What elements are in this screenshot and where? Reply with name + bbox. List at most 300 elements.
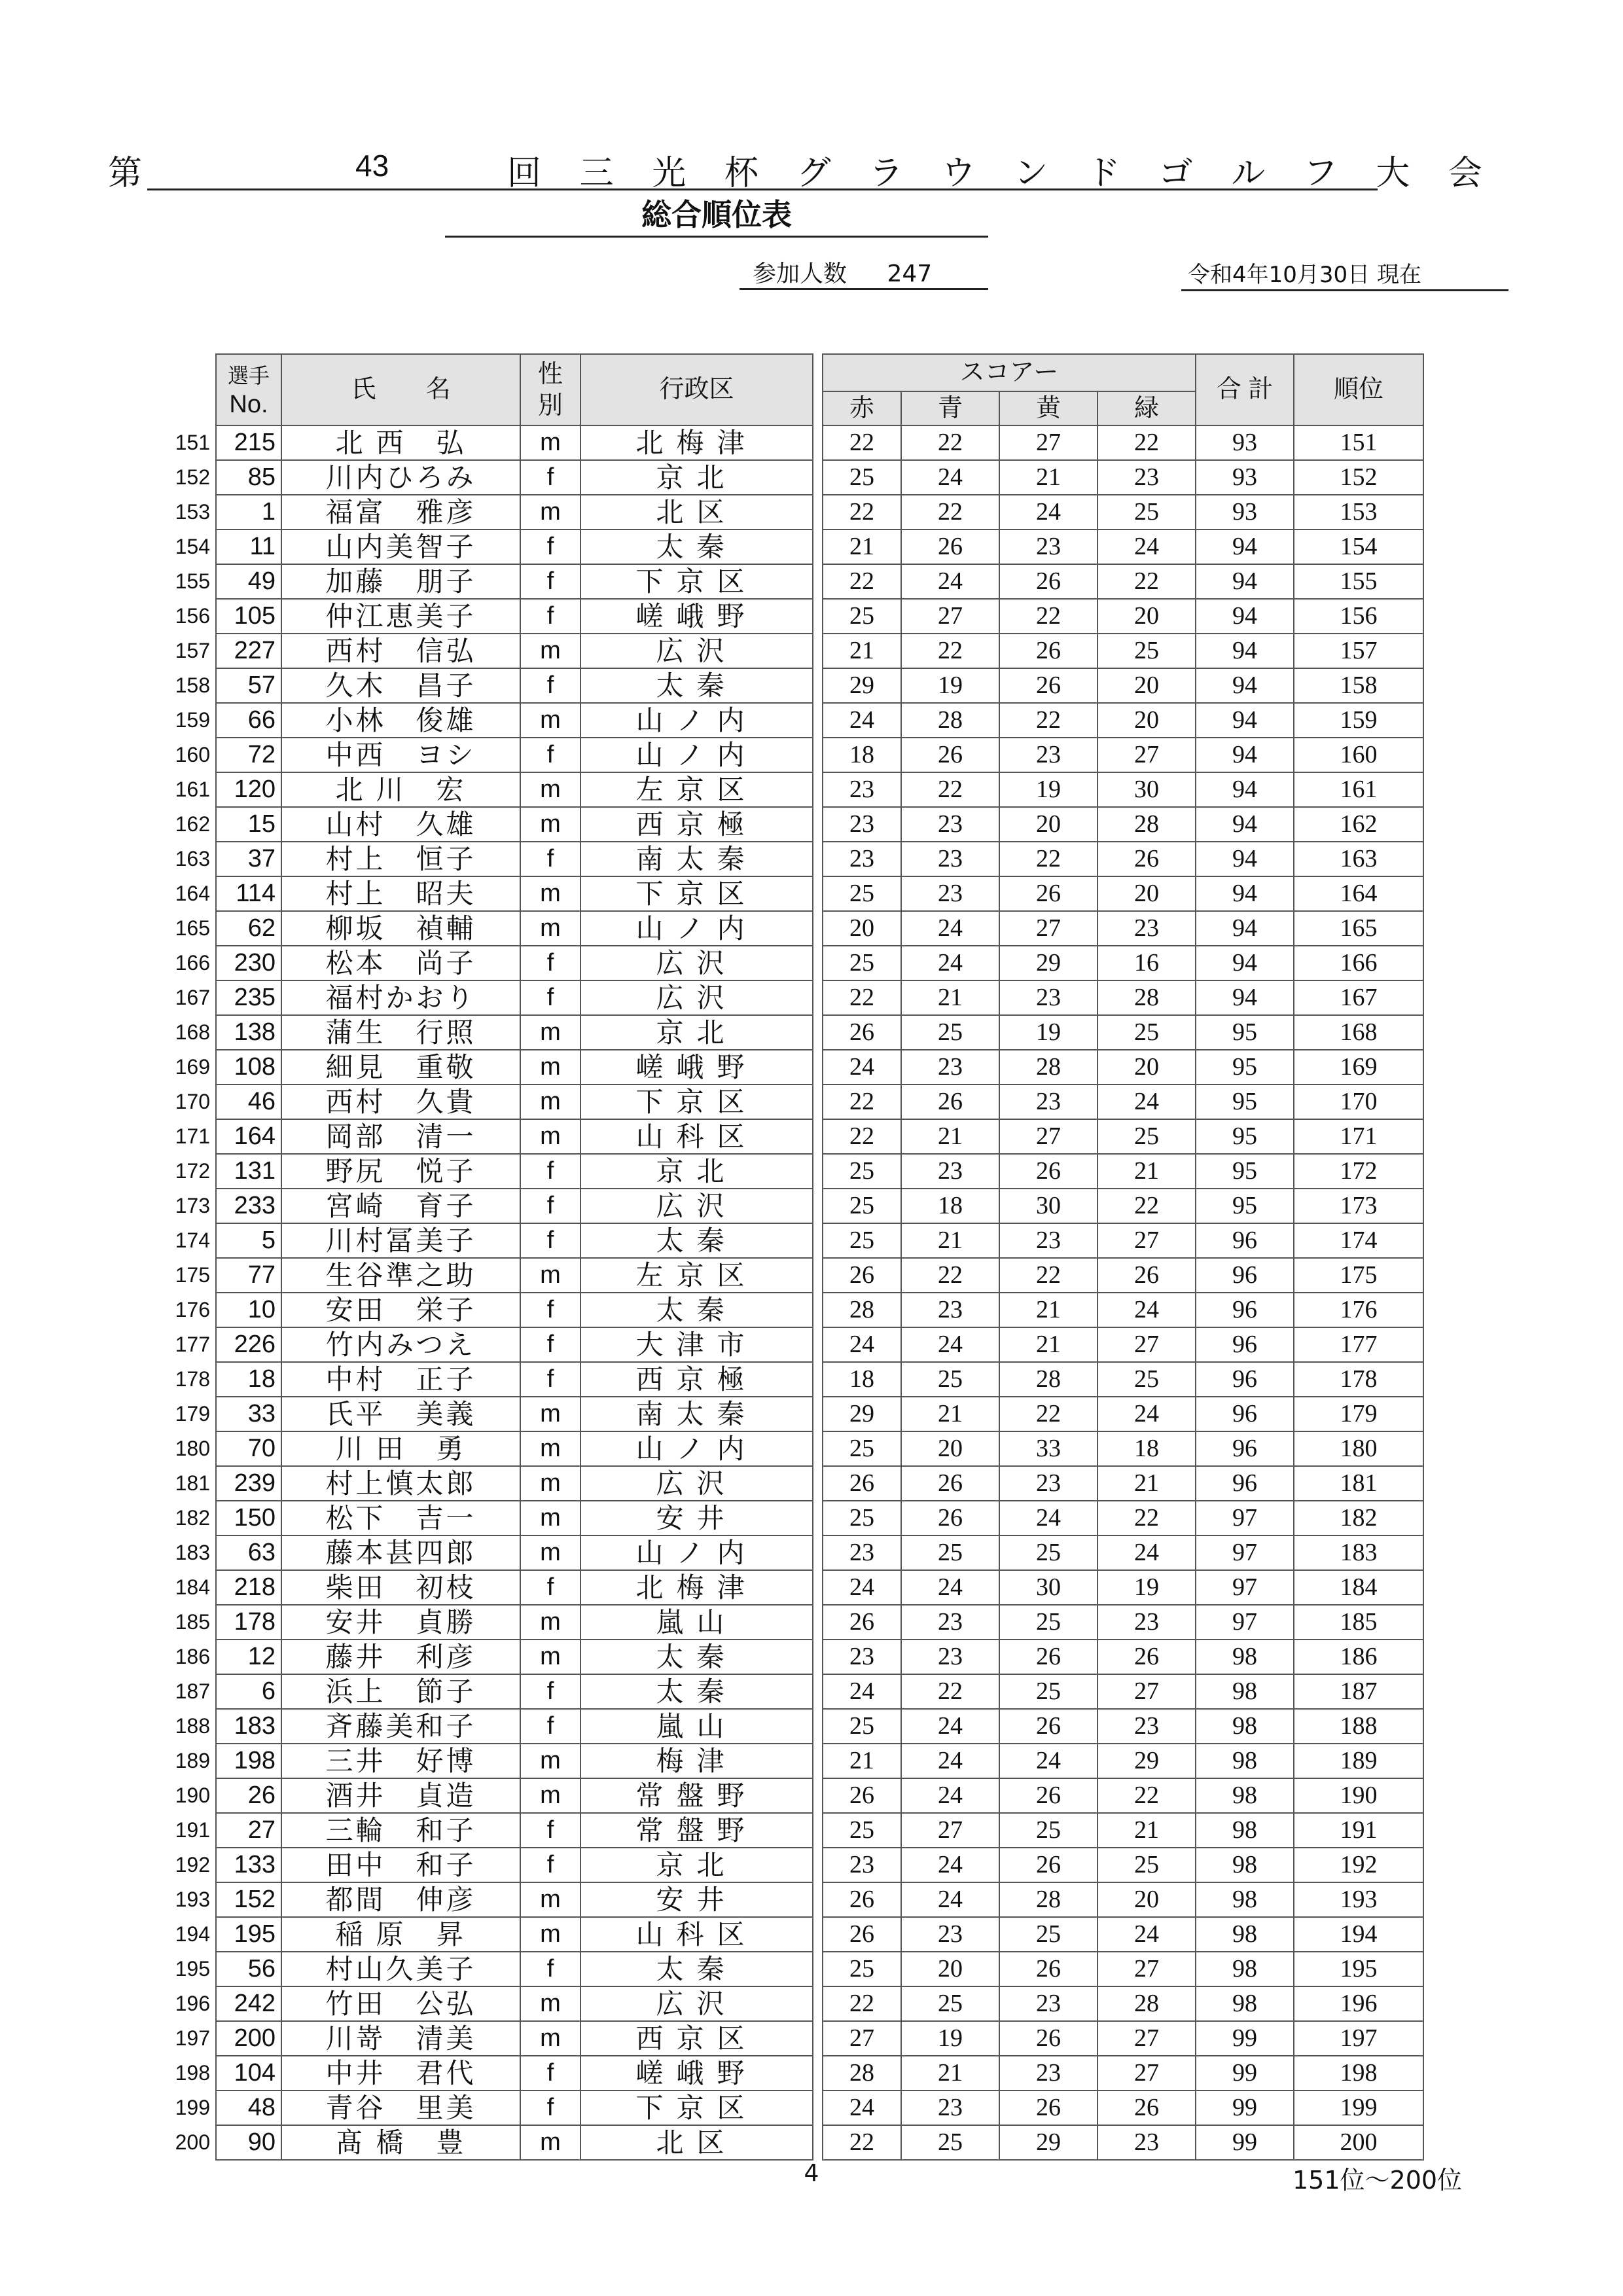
score-yellow: 25	[999, 1917, 1097, 1952]
row-index: 186	[175, 1645, 210, 1668]
player-ward: 左京区	[580, 1258, 813, 1293]
player-no: 63	[216, 1535, 281, 1570]
row-index: 179	[175, 1402, 210, 1426]
event-title	[108, 145, 1482, 193]
player-ward: 嵯峨野	[580, 599, 813, 634]
page-number: 4	[804, 2160, 819, 2187]
row-index: 166	[175, 951, 210, 975]
player-sex: m	[520, 1431, 580, 1466]
final-rank: 162	[1294, 807, 1423, 842]
player-sex: m	[520, 1778, 580, 1813]
table-row	[167, 1362, 1423, 1397]
player-ward: 大津市	[580, 1327, 813, 1362]
sex-top: 性	[537, 360, 563, 388]
final-rank: 188	[1294, 1709, 1423, 1744]
score-yellow: 21	[999, 1327, 1097, 1362]
score-red: 21	[823, 529, 901, 564]
score-green: 26	[1097, 842, 1196, 876]
final-rank: 176	[1294, 1293, 1423, 1327]
gap	[813, 425, 823, 460]
score-total: 99	[1196, 2125, 1294, 2160]
score-green: 22	[1097, 1501, 1196, 1535]
player-name: 髙 橋 豊	[281, 2125, 520, 2160]
row-index: 182	[175, 1506, 210, 1530]
date-underline	[1181, 289, 1508, 291]
score-red: 29	[823, 668, 901, 703]
score-total: 98	[1196, 1813, 1294, 1848]
player-no: 198	[216, 1744, 281, 1778]
final-rank: 174	[1294, 1223, 1423, 1258]
table-row	[167, 1189, 1423, 1223]
score-blue: 24	[901, 1778, 999, 1813]
participants-label: 参加人数	[753, 260, 847, 287]
table-row	[167, 1709, 1423, 1744]
final-rank: 189	[1294, 1744, 1423, 1778]
row-index: 191	[175, 1818, 210, 1842]
score-total: 96	[1196, 1431, 1294, 1466]
score-total: 96	[1196, 1397, 1294, 1431]
player-name: 川村冨美子	[281, 1223, 520, 1258]
player-sex: m	[520, 1397, 580, 1431]
score-green: 23	[1097, 911, 1196, 946]
player-name: 久木 昌子	[281, 668, 520, 703]
score-total: 93	[1196, 425, 1294, 460]
player-ward: 北梅津	[580, 425, 813, 460]
score-green: 21	[1097, 1154, 1196, 1189]
score-total: 98	[1196, 1952, 1294, 1986]
event-name-char: 杯	[724, 154, 758, 193]
score-red: 21	[823, 1744, 901, 1778]
player-ward: 太秦	[580, 1640, 813, 1674]
score-yellow: 26	[999, 1640, 1097, 1674]
player-sex: f	[520, 529, 580, 564]
final-rank: 194	[1294, 1917, 1423, 1952]
row-index: 194	[175, 1922, 210, 1946]
player-name: 山内美智子	[281, 529, 520, 564]
score-green: 20	[1097, 599, 1196, 634]
sex-bottom: 別	[537, 391, 563, 420]
score-yellow: 26	[999, 876, 1097, 911]
event-name-char: 三	[579, 154, 614, 193]
table-row	[167, 1397, 1423, 1431]
player-sex: m	[520, 876, 580, 911]
player-no: 104	[216, 2056, 281, 2090]
player-no: 33	[216, 1397, 281, 1431]
score-red: 23	[823, 1640, 901, 1674]
score-blue: 25	[901, 1015, 999, 1050]
player-ward: 安井	[580, 1501, 813, 1535]
table-row	[167, 1154, 1423, 1189]
score-red: 23	[823, 772, 901, 807]
gap	[813, 1154, 823, 1189]
player-sex: f	[520, 2056, 580, 2090]
final-rank: 196	[1294, 1986, 1423, 2021]
score-blue: 23	[901, 807, 999, 842]
final-rank: 165	[1294, 911, 1423, 946]
score-red: 25	[823, 1501, 901, 1535]
player-no: 49	[216, 564, 281, 599]
table-row	[167, 1085, 1423, 1119]
final-rank: 193	[1294, 1882, 1423, 1917]
player-ward: 嵯峨野	[580, 1050, 813, 1085]
gap	[813, 1431, 823, 1466]
final-rank: 170	[1294, 1085, 1423, 1119]
final-rank: 182	[1294, 1501, 1423, 1535]
player-name: 生谷準之助	[281, 1258, 520, 1293]
row-index: 159	[175, 708, 210, 732]
player-ward: 広沢	[580, 1986, 813, 2021]
gap	[813, 738, 823, 772]
player-name: 松本 尚子	[281, 946, 520, 980]
final-rank: 199	[1294, 2090, 1423, 2125]
gap	[813, 946, 823, 980]
player-sex: m	[520, 634, 580, 668]
final-rank: 159	[1294, 703, 1423, 738]
player-name: 三井 好博	[281, 1744, 520, 1778]
score-yellow: 26	[999, 1848, 1097, 1882]
player-name: 蒲生 行照	[281, 1015, 520, 1050]
table-row	[167, 911, 1423, 946]
score-blue: 26	[901, 738, 999, 772]
row-index: 183	[175, 1541, 210, 1564]
score-yellow: 27	[999, 1119, 1097, 1154]
final-rank: 172	[1294, 1154, 1423, 1189]
player-ward: 京北	[580, 1154, 813, 1189]
score-red: 25	[823, 946, 901, 980]
score-total: 94	[1196, 911, 1294, 946]
score-red: 25	[823, 1813, 901, 1848]
score-total: 94	[1196, 738, 1294, 772]
player-name: 中西 ヨシ	[281, 738, 520, 772]
player-name: 福村かおり	[281, 980, 520, 1015]
score-blue: 25	[901, 1362, 999, 1397]
player-no: 37	[216, 842, 281, 876]
gap	[813, 1085, 823, 1119]
score-red: 21	[823, 634, 901, 668]
player-ward: 山ノ内	[580, 738, 813, 772]
score-blue: 24	[901, 1744, 999, 1778]
score-yellow: 20	[999, 807, 1097, 842]
score-total: 98	[1196, 1778, 1294, 1813]
score-total: 96	[1196, 1362, 1294, 1397]
table-row	[167, 564, 1423, 599]
score-total: 94	[1196, 946, 1294, 980]
row-index: 162	[175, 812, 210, 836]
player-sex: f	[520, 946, 580, 980]
gap	[813, 876, 823, 911]
player-no-header	[216, 354, 281, 425]
final-rank: 200	[1294, 2125, 1423, 2160]
player-name: 安田 栄子	[281, 1293, 520, 1327]
player-name: 北 西 弘	[281, 425, 520, 460]
score-green: 24	[1097, 1293, 1196, 1327]
player-no: 230	[216, 946, 281, 980]
score-red: 27	[823, 2021, 901, 2056]
gap	[813, 1848, 823, 1882]
gap	[813, 1605, 823, 1640]
score-yellow: 26	[999, 634, 1097, 668]
player-name: 中村 正子	[281, 1362, 520, 1397]
player-name: 松下 吉一	[281, 1501, 520, 1535]
row-index: 190	[175, 1784, 210, 1807]
table-row	[167, 1501, 1423, 1535]
player-no: 242	[216, 1986, 281, 2021]
score-blue: 18	[901, 1189, 999, 1223]
table-row	[167, 1744, 1423, 1778]
score-blue: 26	[901, 529, 999, 564]
table-row	[167, 1813, 1423, 1848]
row-index: 199	[175, 2096, 210, 2119]
score-total: 94	[1196, 529, 1294, 564]
player-sex: m	[520, 1015, 580, 1050]
score-header: スコアー	[823, 354, 1196, 391]
row-index: 164	[175, 882, 210, 905]
score-green: 27	[1097, 1327, 1196, 1362]
score-blue: 25	[901, 1986, 999, 2021]
player-ward: 下京区	[580, 876, 813, 911]
event-name-char: 回	[507, 154, 542, 193]
score-red: 24	[823, 1674, 901, 1709]
player-sex: f	[520, 1848, 580, 1882]
gap	[813, 1327, 823, 1362]
score-green: 23	[1097, 1605, 1196, 1640]
player-sex: m	[520, 425, 580, 460]
score-red: 26	[823, 1778, 901, 1813]
player-sex: f	[520, 564, 580, 599]
player-no: 72	[216, 738, 281, 772]
score-yellow: 23	[999, 529, 1097, 564]
score-green: 23	[1097, 460, 1196, 495]
score-red: 26	[823, 1015, 901, 1050]
score-red: 25	[823, 599, 901, 634]
score-yellow: 26	[999, 2021, 1097, 2056]
player-name: 藤井 利彦	[281, 1640, 520, 1674]
player-name: 田中 和子	[281, 1848, 520, 1882]
score-red: 29	[823, 1397, 901, 1431]
player-sex: f	[520, 1223, 580, 1258]
score-blue: 20	[901, 1431, 999, 1466]
final-rank: 151	[1294, 425, 1423, 460]
score-blue: 21	[901, 1119, 999, 1154]
player-sex: m	[520, 1986, 580, 2021]
score-yellow: 28	[999, 1050, 1097, 1085]
score-red: 25	[823, 1952, 901, 1986]
player-name: 北 川 宏	[281, 772, 520, 807]
final-rank: 169	[1294, 1050, 1423, 1085]
player-no: 239	[216, 1466, 281, 1501]
player-sex: f	[520, 1813, 580, 1848]
table-row	[167, 1223, 1423, 1258]
final-rank: 158	[1294, 668, 1423, 703]
table-row	[167, 634, 1423, 668]
player-ward: 西京区	[580, 2021, 813, 2056]
table-row	[167, 946, 1423, 980]
score-blue: 21	[901, 2056, 999, 2090]
player-no: 18	[216, 1362, 281, 1397]
score-total: 99	[1196, 2090, 1294, 2125]
table-row	[167, 1952, 1423, 1986]
table-row	[167, 1258, 1423, 1293]
sex-header	[520, 354, 580, 425]
gap	[813, 1674, 823, 1709]
event-name-char: グ	[796, 154, 831, 193]
gap	[813, 1501, 823, 1535]
score-green: 20	[1097, 1050, 1196, 1085]
row-index: 157	[175, 639, 210, 662]
score-red: 28	[823, 1293, 901, 1327]
player-sex: m	[520, 772, 580, 807]
player-ward: 太秦	[580, 1293, 813, 1327]
row-index: 176	[175, 1298, 210, 1321]
score-blue: 22	[901, 772, 999, 807]
player-name: 村上 恒子	[281, 842, 520, 876]
row-index-header	[167, 354, 216, 425]
score-total: 94	[1196, 703, 1294, 738]
score-green: 20	[1097, 876, 1196, 911]
score-total: 94	[1196, 842, 1294, 876]
score-blue: 24	[901, 1848, 999, 1882]
final-rank: 152	[1294, 460, 1423, 495]
player-ward: 京北	[580, 460, 813, 495]
score-blue: 23	[901, 1154, 999, 1189]
score-yellow: 23	[999, 1223, 1097, 1258]
final-rank: 197	[1294, 2021, 1423, 2056]
final-rank: 167	[1294, 980, 1423, 1015]
player-no: 26	[216, 1778, 281, 1813]
player-no: 90	[216, 2125, 281, 2160]
score-total: 94	[1196, 599, 1294, 634]
score-yellow: 23	[999, 1466, 1097, 1501]
row-index: 200	[175, 2130, 210, 2154]
score-green: 22	[1097, 425, 1196, 460]
final-rank: 184	[1294, 1570, 1423, 1605]
player-ward: 太秦	[580, 529, 813, 564]
player-name: 小林 俊雄	[281, 703, 520, 738]
score-yellow: 23	[999, 738, 1097, 772]
score-total: 94	[1196, 634, 1294, 668]
score-yellow: 19	[999, 1015, 1097, 1050]
score-yellow: 23	[999, 980, 1097, 1015]
score-yellow: 24	[999, 1744, 1097, 1778]
final-rank: 163	[1294, 842, 1423, 876]
score-total: 98	[1196, 1744, 1294, 1778]
gap	[813, 1015, 823, 1050]
final-rank: 186	[1294, 1640, 1423, 1674]
participants-value: 247	[887, 260, 933, 287]
score-red: 22	[823, 980, 901, 1015]
score-total: 97	[1196, 1570, 1294, 1605]
as-of-date: 令和4年10月30日 現在	[1188, 262, 1421, 288]
row-index: 180	[175, 1437, 210, 1460]
player-no: 195	[216, 1917, 281, 1952]
score-yellow: 26	[999, 1952, 1097, 1986]
player-ward: 北区	[580, 2125, 813, 2160]
player-no: 27	[216, 1813, 281, 1848]
row-index: 167	[175, 986, 210, 1009]
score-blue: 22	[901, 1674, 999, 1709]
score-green: 23	[1097, 1709, 1196, 1744]
final-rank: 154	[1294, 529, 1423, 564]
player-sex: f	[520, 668, 580, 703]
player-name: 福富 雅彦	[281, 495, 520, 529]
player-sex: m	[520, 1085, 580, 1119]
score-yellow: 25	[999, 1605, 1097, 1640]
score-red: 18	[823, 1362, 901, 1397]
player-sex: m	[520, 1050, 580, 1085]
gap	[813, 1223, 823, 1258]
score-red: 25	[823, 1154, 901, 1189]
player-name: 竹田 公弘	[281, 1986, 520, 2021]
gap	[813, 1778, 823, 1813]
score-total: 95	[1196, 1050, 1294, 1085]
score-yellow: 26	[999, 2090, 1097, 2125]
score-green: 27	[1097, 2021, 1196, 2056]
gap	[813, 703, 823, 738]
score-red: 22	[823, 425, 901, 460]
row-index: 198	[175, 2061, 210, 2085]
ranking-rows	[167, 425, 1423, 2160]
player-ward: 梅津	[580, 1744, 813, 1778]
score-yellow: 29	[999, 946, 1097, 980]
table-row	[167, 668, 1423, 703]
player-ward: 山ノ内	[580, 703, 813, 738]
score-total: 97	[1196, 1535, 1294, 1570]
row-index: 169	[175, 1055, 210, 1079]
player-name: 西村 久貴	[281, 1085, 520, 1119]
score-red: 22	[823, 1085, 901, 1119]
gap	[813, 2056, 823, 2090]
event-name-char: ン	[1014, 154, 1048, 193]
score-red: 26	[823, 1605, 901, 1640]
score-green: 20	[1097, 703, 1196, 738]
final-rank: 192	[1294, 1848, 1423, 1882]
final-rank: 161	[1294, 772, 1423, 807]
table-row	[167, 2021, 1423, 2056]
gap	[813, 1882, 823, 1917]
score-red: 25	[823, 1709, 901, 1744]
table-row	[167, 1327, 1423, 1362]
player-name: 斉藤美和子	[281, 1709, 520, 1744]
player-name: 浜上 節子	[281, 1674, 520, 1709]
table-row	[167, 1119, 1423, 1154]
row-index: 195	[175, 1957, 210, 1981]
table-row	[167, 876, 1423, 911]
event-name-char: ゴ	[1158, 154, 1193, 193]
table-row	[167, 1640, 1423, 1674]
player-no: 77	[216, 1258, 281, 1293]
row-index: 197	[175, 2026, 210, 2050]
score-total: 94	[1196, 807, 1294, 842]
player-no: 5	[216, 1223, 281, 1258]
score-green: 21	[1097, 1466, 1196, 1501]
player-sex: f	[520, 2090, 580, 2125]
player-sex: f	[520, 1189, 580, 1223]
score-red: 26	[823, 1917, 901, 1952]
score-total: 94	[1196, 772, 1294, 807]
player-no: 62	[216, 911, 281, 946]
score-red: 28	[823, 2056, 901, 2090]
player-name: 加藤 朋子	[281, 564, 520, 599]
player-ward: 京北	[580, 1015, 813, 1050]
player-ward: 下京区	[580, 2090, 813, 2125]
player-name: 岡部 清一	[281, 1119, 520, 1154]
player-ward: 山ノ内	[580, 1535, 813, 1570]
player-no: 48	[216, 2090, 281, 2125]
row-index: 171	[175, 1124, 210, 1148]
player-no: 105	[216, 599, 281, 634]
score-green: 19	[1097, 1570, 1196, 1605]
player-ward: 下京区	[580, 564, 813, 599]
